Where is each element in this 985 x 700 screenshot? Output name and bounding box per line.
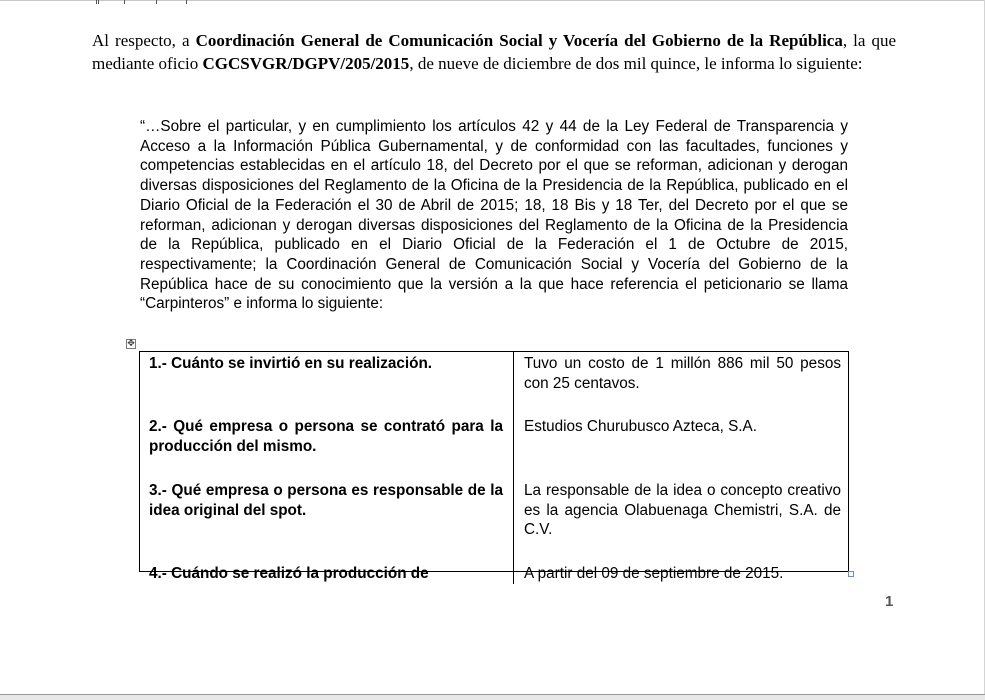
answer-cell: Estudios Churubusco Azteca, S.A.: [524, 418, 757, 436]
ruler-marks: [96, 0, 216, 5]
answer-cell: A partir del 09 de septiembre de 2015.: [524, 564, 784, 582]
question-cell: 4.- Cuándo se realizó la producción de: [140, 562, 514, 584]
page-bottom-edge: [0, 694, 985, 700]
intro-text-3: , de nueve de diciembre de dos mil quince, le informa lo siguiente:: [409, 54, 863, 73]
quoted-response: “…Sobre el particular, y en cumplimiento los artículos 42 y 44 de la Ley Federal de Transparencia y Acceso a la Información Pública Gubernamental, y de conformidad con las facultades, funciones y competencias establecidas en el artículo 18, del Decreto por el que se reforman, adicionan y derogan diversas disposiciones del Reglamento de la Oficina de la Presidencia de la República, publicado en el Diario Oficial de la Federación el 30 de Abril de 2015; 18, 18 Bis y 18 Ter, del Decreto por el que se reforman, adicionan y derogan diversas disposiciones del Reglamento de la Oficina de la Presidencia de la República, publicado en el Diario Oficial de la Federación el 1 de Octubre de 2015, respectivamente; la Coordinación General de Comunicación Social y Vocería del Gobierno de la República hace de su conocimiento que la versión a la que hace referencia el peticionario se llama “Carpinteros” e informa lo siguiente:: [140, 118, 848, 313]
table-move-handle-icon[interactable]: ✥: [127, 339, 135, 349]
page-number: 1: [885, 593, 894, 610]
intro-paragraph: [92, 29, 896, 75]
answer-cell: La responsable de la idea o concepto creativo es la agencia Olabuenaga Chemistri, S.A. de C.V.: [524, 481, 841, 539]
question-cell: 2.- Qué empresa o persona se contrató para la producción del mismo.: [140, 415, 514, 456]
table-row: [140, 415, 850, 456]
table-row: [140, 352, 850, 393]
intro-text-2: , la que mediante oficio: [92, 31, 896, 73]
answer-cell: Tuvo un costo de 1 millón 886 mil 50 pesos con 25 centavos.: [524, 355, 841, 392]
intro-text-1: Al respecto, a: [92, 31, 196, 50]
question-cell: 1.- Cuánto se invirtió en su realización.: [140, 352, 514, 393]
table-resize-handle[interactable]: [848, 571, 854, 577]
question-cell: 3.- Qué empresa o persona es responsable de la idea original del spot.: [140, 479, 514, 540]
table-spacer-row: [140, 393, 850, 415]
table-spacer-row: [140, 540, 850, 562]
table-row: [140, 562, 850, 584]
table-spacer-row: [140, 457, 850, 479]
organization-name: Coordinación General de Comunicación Social y Vocería del Gobierno de la República: [195, 31, 843, 50]
oficio-number: CGCSVGR/DGPV/205/2015: [202, 54, 410, 73]
qa-table: [139, 351, 849, 582]
table-row: [140, 479, 850, 540]
